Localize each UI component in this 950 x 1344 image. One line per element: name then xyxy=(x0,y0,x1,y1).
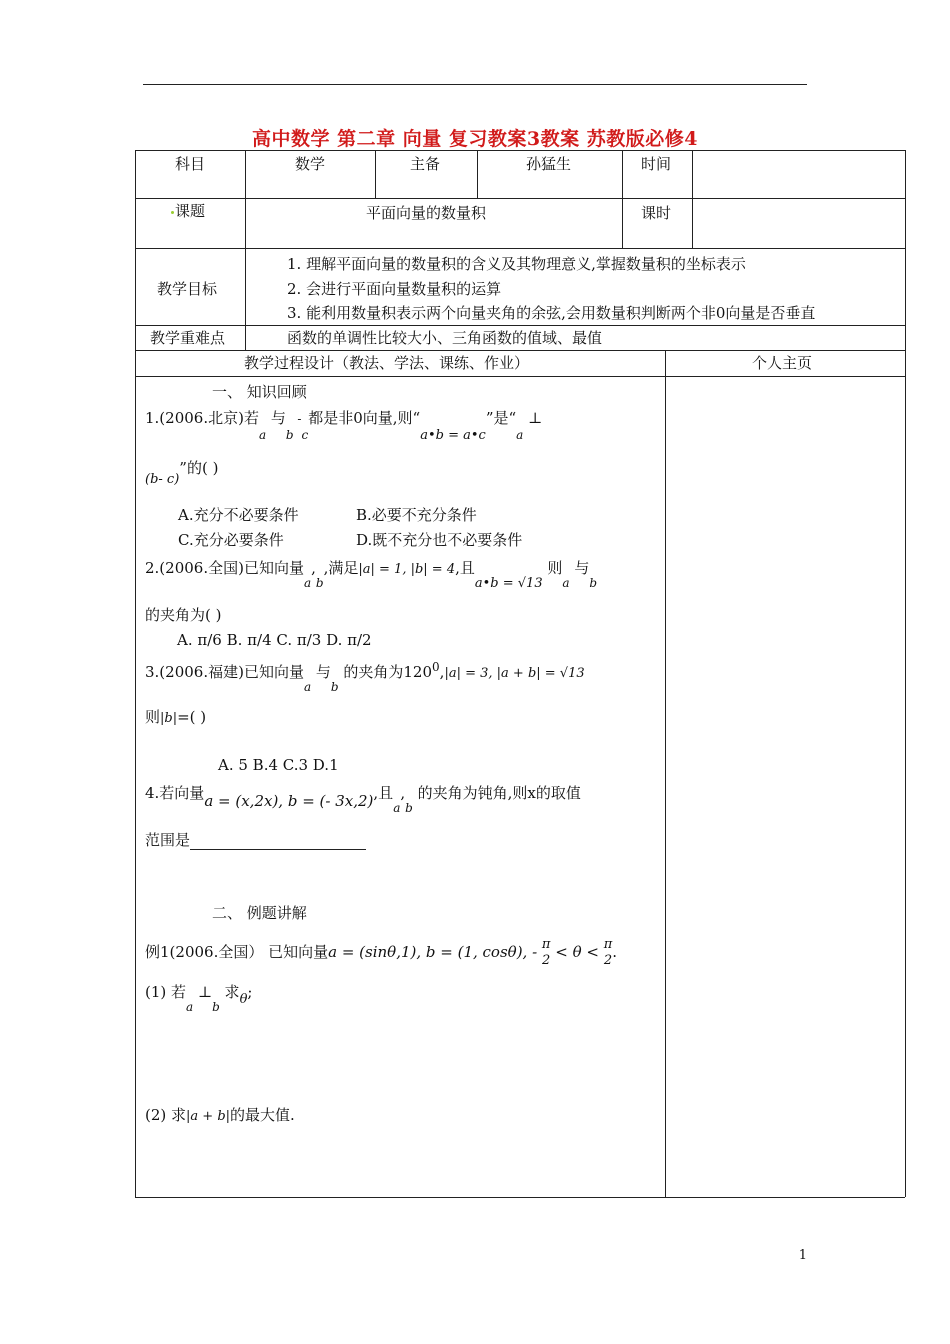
objective-item: 1. 理解平面向量的数量积的含义及其物理意义,掌握数量积的坐标表示 xyxy=(287,255,746,273)
table-row-line xyxy=(135,248,905,249)
time-label: 时间 xyxy=(641,155,672,173)
question-1: 1.(2006.北京)若a 与b -c都是非0向量,则“a•b = a•c”是“a ⊥ xyxy=(145,409,543,443)
option-a: A.充分不必要条件 xyxy=(178,506,299,524)
table-col-line xyxy=(477,150,478,198)
objectives-label: 教学目标 xyxy=(157,280,218,298)
process-header: 教学过程设计（教法、学法、课练、作业） xyxy=(244,354,530,372)
section-heading: 一、 知识回顾 xyxy=(212,383,307,401)
question-3-options: A. 5 B.4 C.3 D.1 xyxy=(218,756,339,774)
question-1-cont: (b- c)”的( ) xyxy=(145,459,219,487)
topic-label: 课题 xyxy=(170,201,205,221)
question-2-cont: 的夹角为( ) xyxy=(145,606,222,624)
question-2-options: A. π/6 B. π/4 C. π/3 D. π/2 xyxy=(177,631,372,649)
table-col-line xyxy=(665,350,666,1197)
table-row-line xyxy=(135,376,905,377)
table-col-line xyxy=(622,150,623,248)
example-1-part-2: (2) 求|a + b|的最大值. xyxy=(145,1106,295,1124)
table-border-top xyxy=(135,150,905,151)
lead-value: 孙猛生 xyxy=(526,155,572,173)
question-3: 3.(2006.福建)已知向量a 与b 的夹角为$120^0,|a| = 3$, |a + b| = √13 xyxy=(145,660,585,694)
table-row-line xyxy=(135,350,905,351)
page-number: 1 xyxy=(798,1248,807,1263)
question-4: 4.若向量a = (x,2x), b = (- 3x,2),且a,b 的夹角为钝角,则x的取值 xyxy=(145,784,581,815)
option-b: B.必要不充分条件 xyxy=(356,506,477,524)
question-3-cont: 则|b|=( ) xyxy=(145,708,207,726)
objective-item: 2. 会进行平面向量数量积的运算 xyxy=(287,280,502,298)
objective-item: 3. 能利用数量积表示两个向量夹角的余弦,会用数量积判断两个非0向量是否垂直 xyxy=(287,304,816,322)
subject-value: 数学 xyxy=(295,155,326,173)
subject-label: 科目 xyxy=(175,155,206,173)
option-c: C.充分必要条件 xyxy=(178,531,284,549)
table-row-line xyxy=(135,325,905,326)
answer-blank[interactable] xyxy=(190,835,366,850)
document-title: 高中数学 第二章 向量 复习教案3教案 苏教版必修4 xyxy=(252,128,698,150)
option-d: D.既不充分也不必要条件 xyxy=(356,531,523,549)
table-border-left xyxy=(135,150,136,1197)
key-points-value: 函数的单调性比较大小、三角函数的值域、最值 xyxy=(287,329,603,347)
topic-value: 平面向量的数量积 xyxy=(366,204,487,222)
example-1-part-1: (1) 若a ⊥b 求θ; xyxy=(145,983,253,1014)
table-col-line xyxy=(245,150,246,350)
key-points-label: 教学重难点 xyxy=(150,329,226,347)
table-border-bottom xyxy=(135,1197,905,1198)
hours-label: 课时 xyxy=(641,204,672,222)
section-heading: 二、 例题讲解 xyxy=(212,904,307,922)
table-border-right xyxy=(905,150,906,1197)
header-rule xyxy=(143,84,807,85)
table-col-line xyxy=(692,150,693,248)
personal-page-header: 个人主页 xyxy=(752,354,813,372)
table-col-line xyxy=(375,150,376,198)
lead-label: 主备 xyxy=(410,155,441,173)
example-1: 例1(2006.全国） 已知向量a = (sinθ,1), b = (1, cosθ), - π 2 < θ < π 2. xyxy=(145,937,618,968)
question-2: 2.(2006.全国)已知向量a,b,满足|a| = 1, |b| = 4,且a•b = √13 则a 与b xyxy=(145,559,598,591)
question-4-cont: 范围是 xyxy=(145,830,366,850)
table-row-line xyxy=(135,198,905,199)
